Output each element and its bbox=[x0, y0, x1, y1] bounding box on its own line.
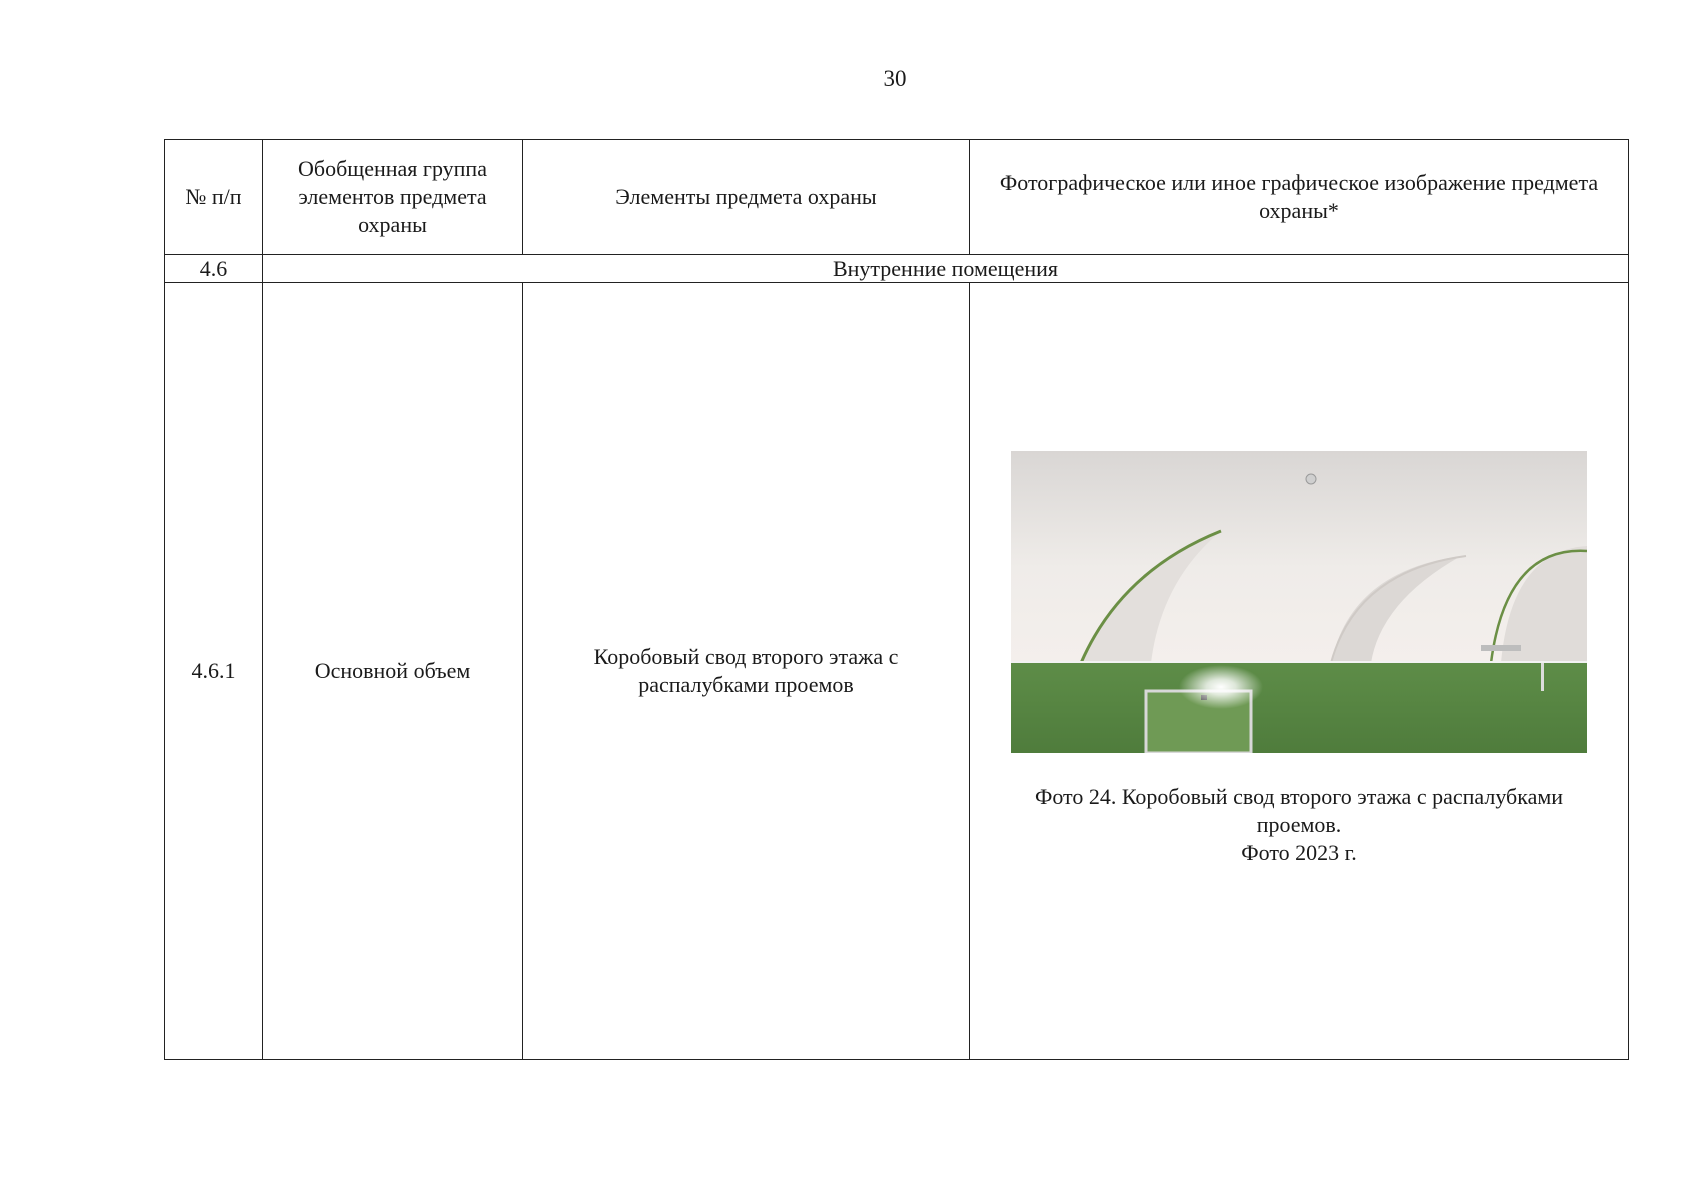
vault-photo bbox=[1011, 451, 1587, 753]
header-number: № п/п bbox=[165, 140, 263, 255]
section-title: Внутренние помещения bbox=[263, 255, 1629, 283]
header-image: Фотографическое или иное графическое изображение предмета охраны* bbox=[970, 140, 1629, 255]
header-group: Обобщенная группа элементов предмета охраны bbox=[263, 140, 523, 255]
protection-subject-table bbox=[164, 139, 1629, 1060]
photo-caption-line-2: проемов. bbox=[1256, 812, 1342, 837]
photo-caption bbox=[970, 783, 1628, 867]
page-number: 30 bbox=[883, 66, 907, 91]
table-row bbox=[165, 283, 1629, 1060]
section-row bbox=[165, 255, 1629, 283]
photo-caption-line-1: Фото 24. Коробовый свод второго этажа с распалубками bbox=[1034, 784, 1564, 809]
row-group: Основной объем bbox=[263, 283, 523, 1060]
row-photo-cell bbox=[970, 283, 1629, 1060]
photo-caption-line-3: Фото 2023 г. bbox=[1241, 840, 1357, 865]
section-number: 4.6 bbox=[165, 255, 263, 283]
row-element: Коробовый свод второго этажа с распалубками проемов bbox=[523, 283, 970, 1060]
table-header-row bbox=[165, 140, 1629, 255]
header-elements: Элементы предмета охраны bbox=[523, 140, 970, 255]
row-number: 4.6.1 bbox=[165, 283, 263, 1060]
